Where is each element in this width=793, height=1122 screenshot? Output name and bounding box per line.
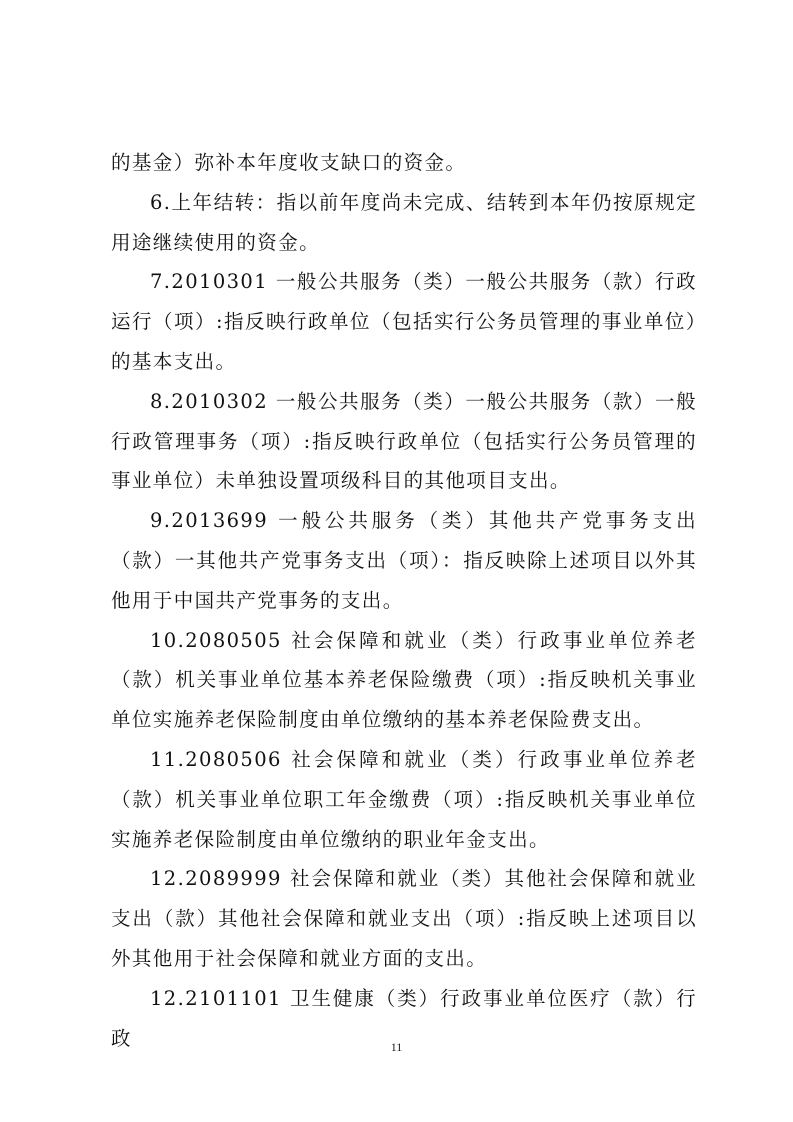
- paragraph-item-12b: 12.2101101 卫生健康（类）行政事业单位医疗（款）行政: [111, 986, 697, 1050]
- paragraph-item-10: 10.2080505 社会保障和就业（类）行政事业单位养老（款）机关事业单位基本养老保险缴费（项）:指反映机关事业单位实施养老保险制度由单位缴纳的基本养老保险费支出。: [111, 628, 697, 732]
- document-body: [111, 143, 697, 1058]
- paragraph-item-11: 11.2080506 社会保障和就业（类）行政事业单位养老（款）机关事业单位职工年金缴费（项）:指反映机关事业单位实施养老保险制度由单位缴纳的职业年金支出。: [111, 747, 697, 851]
- page-number: 11: [390, 1040, 403, 1054]
- paragraph-item-9: 9.2013699 一般公共服务（类）其他共产党事务支出（款）一其他共产党事务支出（项）：指反映除上述项目以外其他用于中国共产党事务的支出。: [111, 509, 697, 612]
- paragraph-item-12a: 12.2089999 社会保障和就业（类）其他社会保障和就业支出（款）其他社会保障和就业支出（项）:指反映上述项目以外其他用于社会保障和就业方面的支出。: [111, 867, 697, 970]
- paragraph-item-6: 6.上年结转：指以前年度尚未完成、结转到本年仍按原规定用途继续使用的资金。: [111, 190, 697, 254]
- paragraph-item-7: 7.2010301 一般公共服务（类）一般公共服务（款）行政运行（项）:指反映行政单位（包括实行公务员管理的事业单位）的基本支出。: [111, 270, 697, 373]
- paragraph-item-8: 8.2010302 一般公共服务（类）一般公共服务（款）一般行政管理事务（项）:指反映行政单位（包括实行公务员管理的事业单位）未单独设置项级科目的其他项目支出。: [111, 389, 697, 493]
- paragraph-continuation: 的基金）弥补本年度收支缺口的资金。: [111, 151, 467, 174]
